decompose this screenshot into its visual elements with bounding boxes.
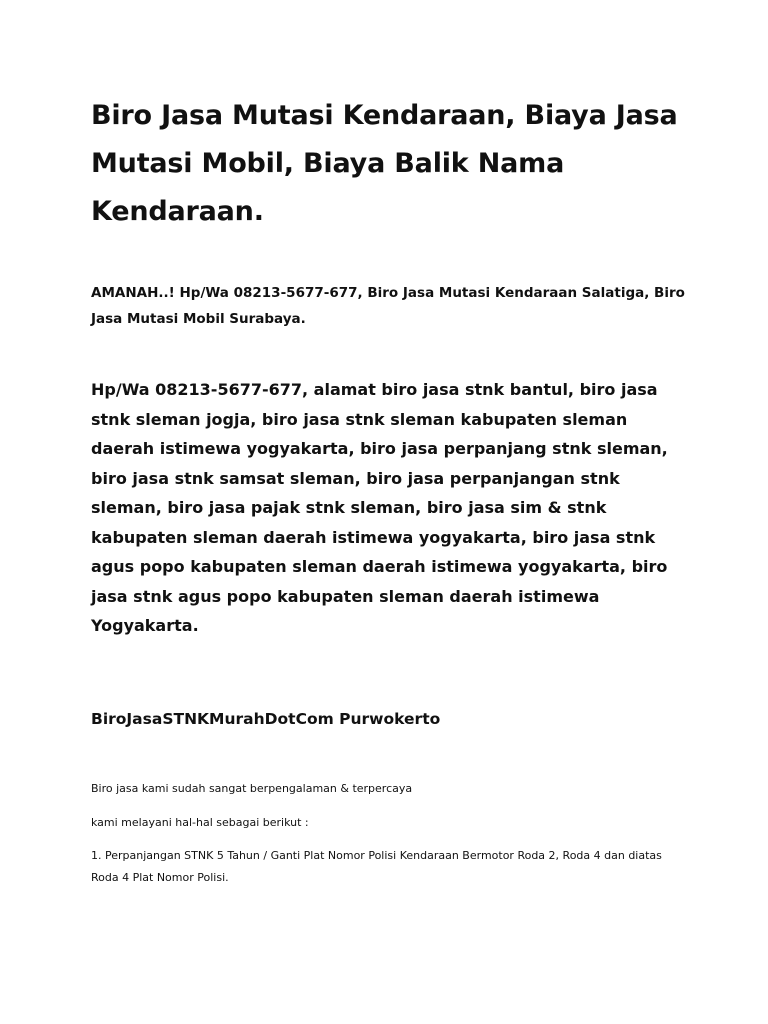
- document-title: Biro Jasa Mutasi Kendaraan, Biaya Jasa Mutasi Mobil, Biaya Balik Nama Kendaraan.: [91, 100, 678, 227]
- document-subtitle: AMANAH..! Hp/Wa 08213-5677-677, Biro Jasa Mutasi Kendaraan Salatiga, Biro Jasa Mutasi Mobil Surabaya.: [91, 285, 685, 327]
- body-paragraph: 1. Perpanjangan STNK 5 Tahun / Ganti Plat Nomor Polisi Kendaraan Bermotor Roda 2, Roda 4 dan diatas Roda 4 Plat Nomor Polisi.: [91, 849, 662, 884]
- lead-paragraph: Hp/Wa 08213-5677-677, alamat biro jasa stnk bantul, biro jasa stnk sleman jogja, biro jasa stnk sleman kabupaten sleman daerah istimewa yogyakarta, biro jasa perpanjang stnk sleman, biro jasa stnk samsat sleman, biro jasa perpanjangan stnk sleman, biro jasa pajak stnk sleman, biro jasa sim & stnk kabupaten sleman daerah istimewa yogyakarta, biro jasa stnk agus popo kabupaten sleman daerah istimewa yogyakarta, biro jasa stnk agus popo kabupaten sleman daerah istimewa Yogyakarta.: [91, 380, 668, 635]
- body-paragraph: Biro jasa kami sudah sangat berpengalaman & terpercaya: [91, 782, 413, 795]
- body-paragraph: kami melayani hal-hal sebagai berikut :: [91, 816, 309, 829]
- section-heading: BiroJasaSTNKMurahDotCom Purwokerto: [91, 710, 441, 728]
